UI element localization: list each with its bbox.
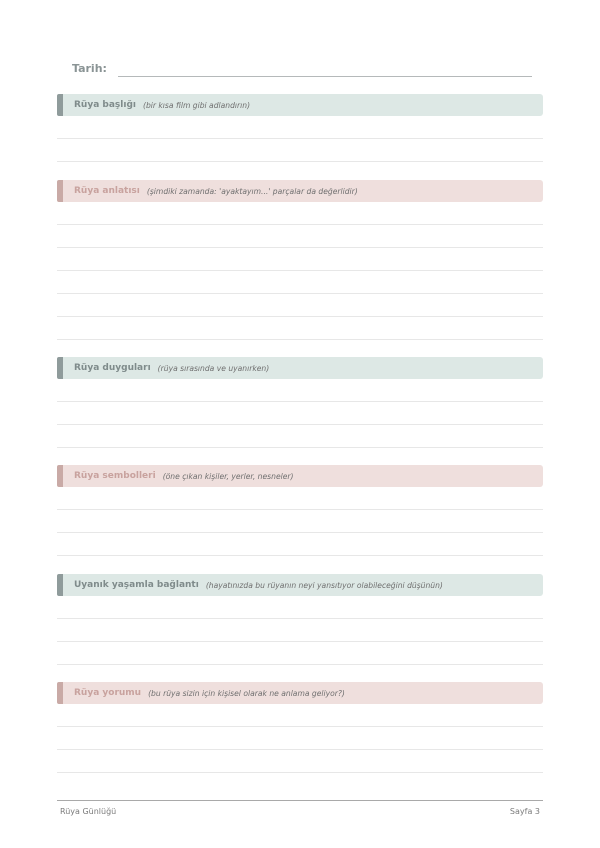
footer-divider: [57, 800, 543, 801]
writing-line[interactable]: [57, 379, 543, 402]
section-header: [57, 682, 543, 704]
writing-line[interactable]: [57, 619, 543, 642]
section-title: Uyanık yaşamla bağlantı: [74, 580, 199, 590]
footer-page-number: Sayfa 3: [509, 807, 540, 816]
section-title: Rüya yorumu: [74, 688, 142, 698]
section-accent-bar: [57, 574, 63, 596]
writing-line[interactable]: [57, 402, 543, 425]
date-input-line[interactable]: [118, 76, 532, 77]
writing-line[interactable]: [57, 425, 543, 448]
writing-line[interactable]: [57, 642, 543, 665]
section-accent-bar: [57, 465, 63, 487]
section-header: [57, 94, 543, 116]
section-dream-feelings: [57, 357, 543, 448]
writing-line[interactable]: [57, 750, 543, 773]
writing-line[interactable]: [57, 225, 543, 248]
date-label: Tarih:: [72, 62, 107, 75]
section-dream-title: [57, 94, 543, 162]
writing-line[interactable]: [57, 317, 543, 340]
section-accent-bar: [57, 180, 63, 202]
writing-line[interactable]: [57, 271, 543, 294]
writing-line[interactable]: [57, 248, 543, 271]
section-title: Rüya anlatısı: [74, 186, 140, 196]
writing-line[interactable]: [57, 596, 543, 619]
section-dream-symbols: [57, 465, 543, 556]
section-hint: (hayatınızda bu rüyanın neyi yansıtıyor olabileceğini düşünün): [205, 580, 443, 590]
section-hint: (öne çıkan kişiler, yerler, nesneler): [162, 471, 294, 481]
writing-line[interactable]: [57, 533, 543, 556]
writing-line[interactable]: [57, 202, 543, 225]
section-title: Rüya sembolleri: [74, 471, 156, 481]
section-accent-bar: [57, 357, 63, 379]
writing-line[interactable]: [57, 510, 543, 533]
writing-line[interactable]: [57, 704, 543, 727]
section-dream-interpretation: [57, 682, 543, 773]
section-header: [57, 357, 543, 379]
section-dream-narrative: [57, 180, 543, 340]
writing-line[interactable]: [57, 727, 543, 750]
writing-line[interactable]: [57, 139, 543, 162]
section-title: Rüya duyguları: [74, 363, 151, 373]
section-header: [57, 574, 543, 596]
date-row: [72, 62, 532, 80]
writing-line[interactable]: [57, 116, 543, 139]
section-header: [57, 180, 543, 202]
section-accent-bar: [57, 682, 63, 704]
section-title: Rüya başlığı: [74, 100, 136, 110]
section-header: [57, 465, 543, 487]
writing-line[interactable]: [57, 294, 543, 317]
footer-journal-title: Rüya Günlüğü: [60, 807, 117, 816]
section-hint: (şimdiki zamanda: 'ayaktayım...' parçalar da değerlidir): [146, 186, 358, 196]
section-hint: (rüya sırasında ve uyanırken): [157, 363, 270, 373]
section-waking-life-connection: [57, 574, 543, 665]
section-hint: (bir kısa film gibi adlandırın): [142, 100, 251, 110]
writing-line[interactable]: [57, 487, 543, 510]
section-hint: (bu rüya sizin için kişisel olarak ne anlama geliyor?): [148, 688, 345, 698]
section-accent-bar: [57, 94, 63, 116]
